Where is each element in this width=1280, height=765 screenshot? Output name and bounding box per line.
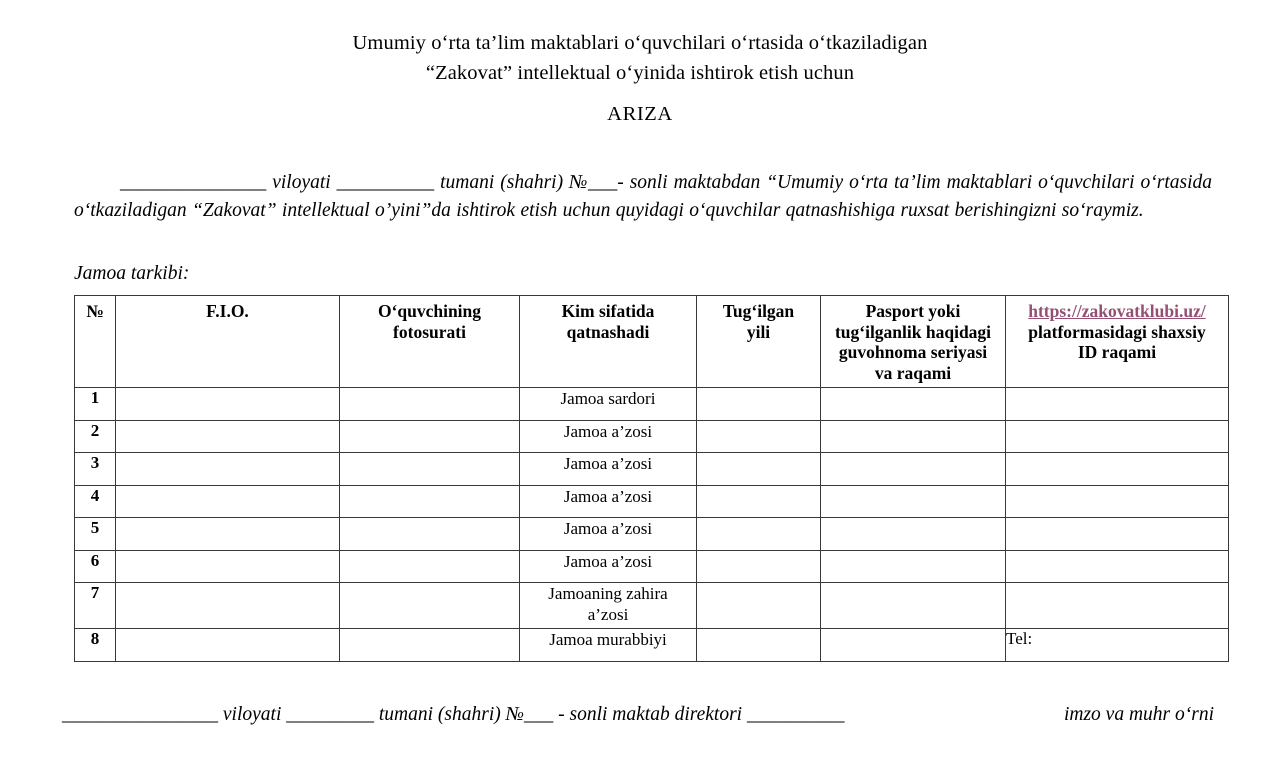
table-row	[75, 518, 1229, 551]
cell-number: 1	[75, 388, 116, 421]
cell-role	[520, 453, 697, 486]
cell-role-line2: a’zosi	[587, 605, 629, 624]
table-row	[75, 583, 1229, 629]
cell-platform-id[interactable]	[1006, 453, 1229, 486]
column-header-passport-line4: va raqami	[874, 362, 952, 383]
cell-role-line1: Jamoa murabbiyi	[549, 630, 667, 649]
cell-number: 2	[75, 420, 116, 453]
cell-platform-id[interactable]	[1006, 485, 1229, 518]
cell-photo[interactable]	[340, 485, 520, 518]
cell-platform-id[interactable]	[1006, 583, 1229, 629]
cell-photo[interactable]	[340, 550, 520, 583]
cell-role	[520, 583, 697, 629]
cell-fio[interactable]	[116, 550, 340, 583]
cell-fio[interactable]	[116, 518, 340, 551]
cell-birth-year[interactable]	[697, 388, 821, 421]
column-header-passport	[821, 296, 1006, 388]
cell-birth-year[interactable]	[697, 485, 821, 518]
column-header-passport-line3: guvohnoma seriyasi	[838, 342, 988, 362]
cell-role-line1: Jamoa a’zosi	[563, 421, 653, 441]
cell-number: 6	[75, 550, 116, 583]
column-header-id-line2: platformasidagi shaxsiy	[1028, 321, 1206, 342]
cell-photo[interactable]	[340, 388, 520, 421]
cell-photo[interactable]	[340, 453, 520, 486]
column-header-photo	[340, 296, 520, 388]
cell-passport[interactable]	[821, 420, 1006, 453]
column-header-photo-line1: O‘quvchining	[377, 301, 482, 321]
cell-birth-year[interactable]	[697, 420, 821, 453]
column-header-fio: F.I.O.	[116, 296, 340, 388]
table-row	[75, 485, 1229, 518]
cell-fio[interactable]	[116, 388, 340, 421]
cell-number: 8	[75, 629, 116, 662]
table-row	[75, 388, 1229, 421]
cell-platform-id[interactable]	[1006, 518, 1229, 551]
cell-passport[interactable]	[821, 518, 1006, 551]
cell-photo[interactable]	[340, 629, 520, 662]
cell-number: 7	[75, 583, 116, 629]
cell-number: 5	[75, 518, 116, 551]
column-header-role-line1: Kim sifatida	[561, 301, 655, 321]
cell-number: 3	[75, 453, 116, 486]
cell-fio[interactable]	[116, 453, 340, 486]
cell-role-line1: Jamoa a’zosi	[563, 519, 653, 538]
cell-passport[interactable]	[821, 583, 1006, 629]
column-header-year-line2: yili	[746, 321, 771, 342]
cell-photo[interactable]	[340, 583, 520, 629]
cell-platform-id-tel[interactable]: Tel:	[1006, 629, 1229, 662]
cell-birth-year[interactable]	[697, 518, 821, 551]
document-heading: ARIZA	[607, 103, 673, 125]
title-line-1: Umumiy o‘rta ta’lim maktablari o‘quvchilari o‘rtasida o‘tkaziladigan	[352, 32, 928, 54]
cell-role-line1: Jamoa a’zosi	[563, 454, 653, 473]
team-table-wrapper	[74, 295, 1221, 662]
footer-seal-text: imzo va muhr o‘rni	[1063, 704, 1214, 725]
cell-role-line1: Jamoaning zahira	[548, 584, 668, 603]
column-header-birth-year	[697, 296, 821, 388]
cell-photo[interactable]	[340, 420, 520, 453]
cell-fio[interactable]	[116, 420, 340, 453]
cell-fio[interactable]	[116, 583, 340, 629]
cell-photo[interactable]	[340, 518, 520, 551]
footer-signature-line	[62, 702, 1214, 728]
cell-platform-id[interactable]	[1006, 550, 1229, 583]
table-row	[75, 420, 1229, 453]
cell-role-line1: Jamoa a’zosi	[563, 486, 653, 506]
cell-passport[interactable]	[821, 629, 1006, 662]
table-body	[75, 388, 1229, 662]
cell-role-line1: Jamoa sardori	[560, 389, 656, 408]
cell-role	[520, 420, 697, 453]
team-composition-label: Jamoa tarkibi:	[74, 263, 190, 284]
cell-passport[interactable]	[821, 388, 1006, 421]
column-header-number: №	[75, 296, 116, 388]
column-header-role	[520, 296, 697, 388]
cell-role	[520, 518, 697, 551]
cell-role	[520, 388, 697, 421]
cell-platform-id[interactable]	[1006, 388, 1229, 421]
zakovatklubi-link[interactable]: https://zakovatklubi.uz/	[1028, 301, 1206, 321]
cell-role-line1: Jamoa a’zosi	[563, 551, 653, 571]
column-header-id-line3: ID raqami	[1077, 342, 1157, 362]
cell-fio[interactable]	[116, 485, 340, 518]
cell-birth-year[interactable]	[697, 550, 821, 583]
cell-role	[520, 629, 697, 662]
column-header-passport-line2: tug‘ilganlik haqidagi	[834, 321, 992, 342]
cell-birth-year[interactable]	[697, 583, 821, 629]
cell-role	[520, 485, 697, 518]
cell-number: 4	[75, 485, 116, 518]
body-paragraph: _______________ viloyati __________ tumani (shahri) №___- sonli maktabdan “Umumiy o‘rta ta’lim maktablari o‘quvchilari o‘rtasida o‘tkaziladigan “Zakovat” intellektual o’yini”da ishtirok etish uchun quyidagi o‘quvchilar qatnashishiga ruxsat berishingizni so‘raymiz.	[74, 172, 1212, 221]
title-line-2: “Zakovat” intellektual o‘yinida ishtirok etish uchun	[425, 62, 855, 84]
team-table	[74, 295, 1229, 662]
cell-passport[interactable]	[821, 550, 1006, 583]
document-title	[0, 28, 1280, 88]
column-header-role-line2: qatnashadi	[566, 321, 650, 342]
table-row	[75, 629, 1229, 662]
column-header-passport-line1: Pasport yoki	[865, 301, 961, 321]
column-header-platform-id	[1006, 296, 1229, 388]
cell-fio[interactable]	[116, 629, 340, 662]
table-row	[75, 453, 1229, 486]
cell-birth-year[interactable]	[697, 629, 821, 662]
table-header	[75, 296, 1229, 388]
table-header-row	[75, 296, 1229, 388]
column-header-year-line1: Tug‘ilgan	[722, 301, 795, 321]
column-header-photo-line2: fotosurati	[393, 321, 466, 342]
cell-platform-id[interactable]	[1006, 420, 1229, 453]
cell-passport[interactable]	[821, 453, 1006, 486]
footer-director-text: ________________ viloyati _________ tumani (shahri) №___ - sonli maktab direktori __________	[62, 704, 845, 725]
table-row	[75, 550, 1229, 583]
cell-birth-year[interactable]	[697, 453, 821, 486]
cell-passport[interactable]	[821, 485, 1006, 518]
cell-role	[520, 550, 697, 583]
